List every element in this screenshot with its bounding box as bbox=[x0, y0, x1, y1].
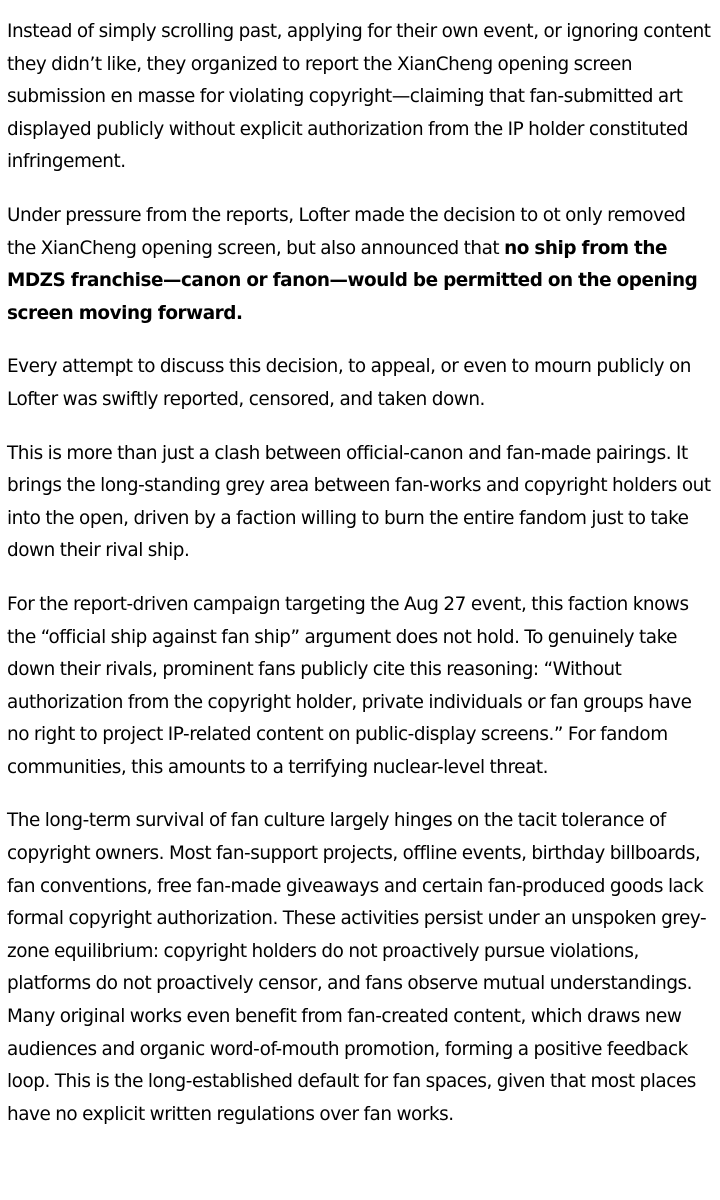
paragraph-fan-culture: The long-term survival of fan culture largely hinges on the tacit tolerance of copyright owners. Most fan-support projects, offline events, birthday billboards, fan conventions, free fan-made giveaways and certain fan-produced goods lack formal copyright authorization. These activities persist under an unspoken grey-zone equilibrium: copyright holders do not proactively pursue violations, platforms do not proactively censor, and fans observe mutual understandings. Many original works even benefit from fan-created content, which draws new audiences and organic word-of-mouth promotion, forming a positive feedback loop. This is the long-established default for fan spaces, given that most places have no explicit written regulations over fan works. bbox=[7, 810, 707, 1125]
paragraph-censorship: Every attempt to discuss this decision, to appeal, or even to mourn publicly on Lofter was swiftly reported, censored, and taken down. bbox=[7, 356, 691, 410]
paragraph-mass-reporting: Instead of simply scrolling past, applying for their own event, or ignoring content they didn’t like, they organized to report the XianCheng opening screen submission en masse for violating copyright—claiming that fan-submitted art displayed publicly without explicit authorization from the IP holder constituted infringement. bbox=[7, 21, 711, 173]
paragraph-grey-area: This is more than just a clash between official-canon and fan-made pairings. It brings the long-standing grey area between fan-works and copyright holders out into the open, driven by a faction willing to burn the entire fandom just to take down their rival ship. bbox=[7, 442, 711, 562]
bold-announcement: no ship from the MDZS franchise—canon or fanon—would be permitted on the opening screen moving forward. bbox=[7, 237, 698, 324]
paragraph-lofter-decision bbox=[7, 200, 716, 330]
paragraph-report-campaign: For the report-driven campaign targeting the Aug 27 event, this faction knows the “official ship against fan ship” argument does not hold. To genuinely take down their rivals, prominent fans publicly cite this reasoning: “Without authorization from the copyright holder, private individuals or fan groups have no right to project IP-related content on public-display screens.” For fandom communities, this amounts to a terrifying nuclear-level threat. bbox=[7, 593, 692, 778]
paragraph-text: Under pressure from the reports, Lofter made the decision to ot only removed the XianCheng opening screen, but also announced that bbox=[7, 204, 686, 259]
